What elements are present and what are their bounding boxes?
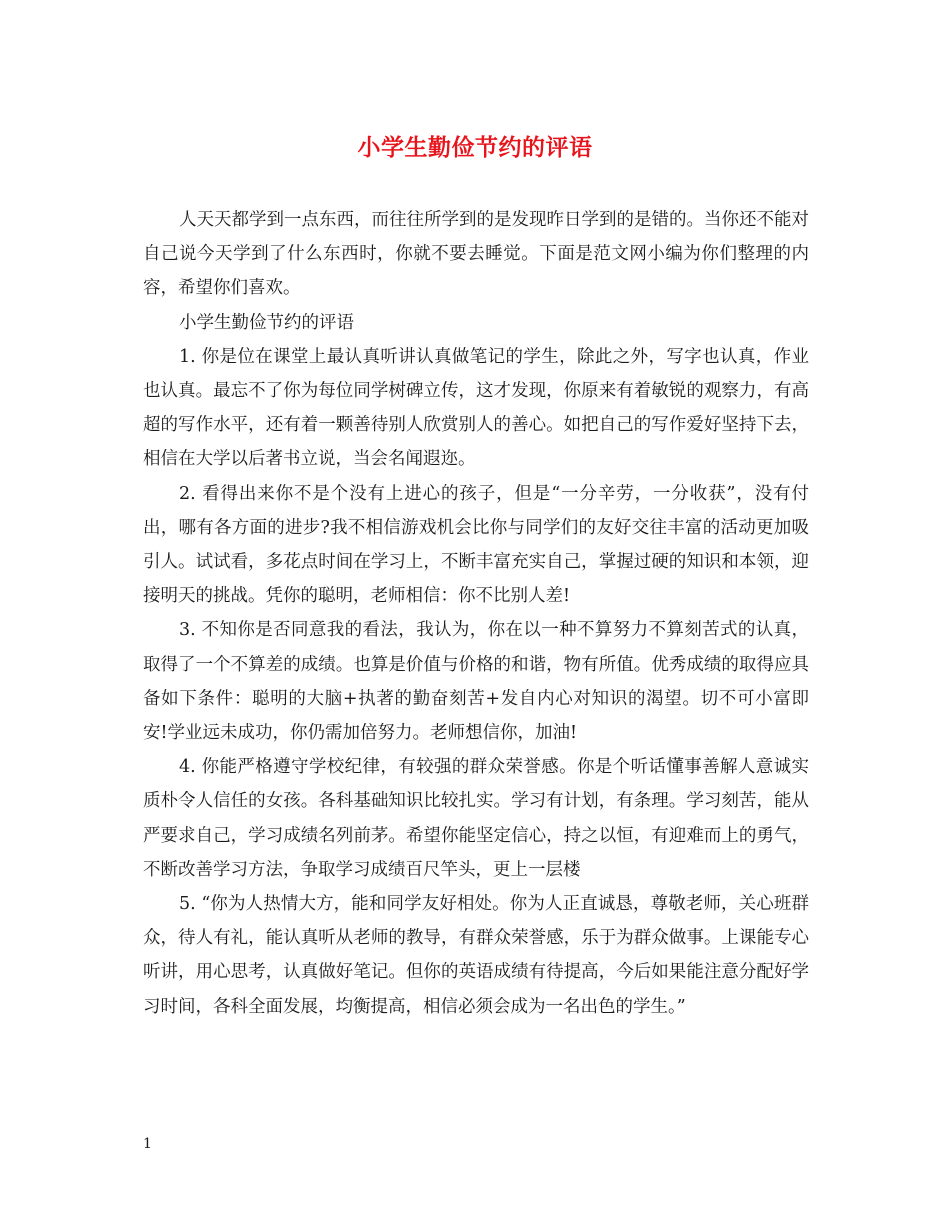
paragraph-item-2: 2. 看得出来你不是个没有上进心的孩子，但是“一分辛劳，一分收获”，没有付出，哪有各方面的进步?我不相信游戏机会比你与同学们的友好交往丰富的活动更加吸引人。试试看，多花点时间在学习上，不断丰富充实自己，掌握过硬的知识和本领，迎接明天的挑战。凭你的聪明，老师相信：你不比别人差! — [143, 483, 809, 607]
paragraph-item-1: 1. 你是位在课堂上最认真听讲认真做笔记的学生，除此之外，写字也认真，作业也认真。最忘不了你为每位同学树碑立传，这才发现，你原来有着敏锐的观察力，有高超的写作水平，还有着一颗善待别人欣赏别人的善心。如把自己的写作爱好坚持下去，相信在大学以后著书立说，当会名闻遐迩。 — [143, 346, 809, 470]
paragraph-intro: 人天天都学到一点东西，而往往所学到的是发现昨日学到的是错的。当你还不能对自己说今天学到了什么东西时，你就不要去睡觉。下面是范文网小编为你们整理的内容，希望你们喜欢。 — [143, 210, 809, 299]
paragraph-item-4: 4. 你能严格遵守学校纪律，有较强的群众荣誉感。你是个听话懂事善解人意诚实质朴令人信任的女孩。各科基础知识比较扎实。学习有计划，有条理。学习刻苦，能从严要求自己，学习成绩名列前茅。希望你能坚定信心，持之以恒，有迎难而上的勇气，不断改善学习方法，争取学习成绩百尺竿头，更上一层楼 — [143, 757, 809, 880]
document-body — [143, 203, 809, 1024]
paragraph-subtitle: 小学生勤俭节约的评语 — [179, 312, 354, 333]
page-number: 1 — [143, 1136, 152, 1152]
document-title: 小学生勤俭节约的评语 — [357, 134, 593, 161]
paragraph-item-3: 3. 不知你是否同意我的看法，我认为，你在以一种不算努力不算刻苦式的认真，取得了一个不算差的成绩。也算是价值与价格的和谐，物有所值。优秀成绩的取得应具备如下条件：聪明的大脑+执著的勤奋刻苦+发自内心对知识的渴望。切不可小富即安!学业远未成功，你仍需加倍努力。老师想信你，加油! — [143, 620, 809, 744]
paragraph-item-5: 5. “你为人热情大方，能和同学友好相处。你为人正直诚恳，尊敬老师，关心班群众，待人有礼，能认真听从老师的教导，有群众荣誉感，乐于为群众做事。上课能专心听讲，用心思考，认真做好笔记。但你的英语成绩有待提高，今后如果能注意分配好学习时间，各科全面发展，均衡提高，相信必须会成为一名出色的学生。” — [143, 894, 809, 1017]
